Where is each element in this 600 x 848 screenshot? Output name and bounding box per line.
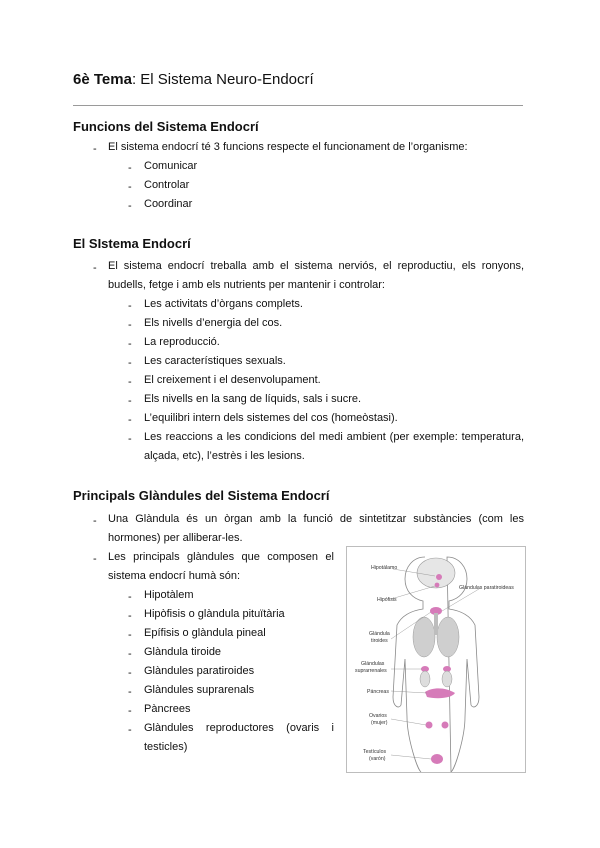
sub-dash: - [128,319,132,331]
right-lung [437,617,459,657]
tema-title: : El Sistema Neuro-Endocrí [131,71,314,88]
left-lung [413,617,435,657]
sub-dash: - [128,591,132,603]
sub-dash: - [128,705,132,717]
endocrine-diagram-svg [347,547,525,772]
left-kidney [420,671,430,687]
hypothalamus-mark [436,574,442,580]
bullet-text-line2: budells, fetge i amb els nutrients per mantenir i controlar: [108,279,385,291]
tema-number: 6è Tema [73,71,132,88]
pituitary-mark [435,583,440,588]
trachea [434,613,438,635]
list-item: La reproducció. [144,336,220,348]
label-testiculos-2: (varón) [369,756,386,762]
label-pancreas: Páncreas [367,689,389,695]
sub-dash: - [128,433,132,445]
list-item: L’equilibri intern dels sistemes del cos (homeòstasi). [144,412,398,424]
list-item-line1: Les reaccions a les condicions del medi ambient (per exemple: temperatura, [144,431,524,443]
pancreas-mark [425,688,455,698]
sub-dash: - [128,667,132,679]
label-tiroides-1: Glándula [369,631,390,637]
sub-dash: - [128,686,132,698]
bullet-text-line1: Les principals glàndules que composen el [108,551,334,563]
sub-dash: - [128,629,132,641]
gland-item: Glàndules paratiroides [144,665,255,677]
bullet-text-line1: Una Glàndula és un òrgan amb la funció de sintetitzar substàncies (com les [108,513,524,525]
list-item: Els nivells d’energia del cos. [144,317,283,329]
sub-dash: - [128,357,132,369]
gland-item-line2: testicles) [144,741,188,753]
bullet-dash: - [93,262,97,274]
bullet-dash: - [93,553,97,565]
list-item: El creixement i el desenvolupament. [144,374,321,386]
label-hipofisis: Hipófisis [377,597,397,603]
sub-dash: - [128,414,132,426]
label-tiroides-2: tiroides [371,638,388,644]
gland-item: Hipotàlem [144,589,194,601]
sub-dash: - [128,338,132,350]
label-suprarrenales-1: Glándulas [361,661,385,667]
gland-item: Glàndula tiroide [144,646,222,658]
list-item: Coordinar [144,198,193,210]
bullet-text-line1: El sistema endocrí treballa amb el sistema nerviós, el reproductiu, els ronyons, [108,260,524,272]
sub-dash: - [128,395,132,407]
label-ovarios-2: (mujer) [371,720,388,726]
section-heading-funcions: Funcions del Sistema Endocrí [73,119,259,134]
sub-dash: - [128,724,132,736]
sub-dash: - [128,300,132,312]
list-item: Els nivells en la sang de líquids, sals i sucre. [144,393,362,405]
label-paratiroideas: Glándulas paratiroideas [459,585,514,591]
label-ovarios-1: Ovarios [369,713,387,719]
label-suprarrenales-2: suprarrenales [355,668,387,674]
right-ovary [442,722,449,729]
bullet-text-line2: hormones) per alliberar-les. [108,532,243,544]
left-ovary [426,722,433,729]
gland-item: Epífisis o glàndula pineal [144,627,266,639]
section-heading-glandules: Principals Glàndules del Sistema Endocrí [73,488,330,503]
page-title [73,71,314,88]
sub-dash: - [128,648,132,660]
gland-item: Glàndules suprarenals [144,684,255,696]
label-hipotalamo: Hipotálamo [371,565,398,571]
list-item: Les característiques sexuals. [144,355,286,367]
bullet-dash: - [93,143,97,155]
testicles-mark [431,754,443,764]
sub-dash: - [128,181,132,193]
bullet-text-line2: sistema endocrí humà són: [108,570,241,582]
title-divider [73,105,523,106]
bullet-text: El sistema endocrí té 3 funcions respecte el funcionament de l’organisme: [108,141,468,153]
bullet-dash: - [93,515,97,527]
gland-item-line1: Glàndules reproductores (ovaris i [144,722,334,734]
list-item: Controlar [144,179,190,191]
sub-dash: - [128,610,132,622]
endocrine-diagram [346,546,526,773]
sub-dash: - [128,162,132,174]
section-heading-sistema: El SIstema Endocrí [73,236,191,251]
gland-item: Pàncrees [144,703,191,715]
sub-dash: - [128,376,132,388]
list-item: Les activitats d’òrgans complets. [144,298,303,310]
right-kidney [442,671,452,687]
list-item: Comunicar [144,160,198,172]
sub-dash: - [128,200,132,212]
gland-item: Hipòfisis o glàndula pituïtària [144,608,285,620]
label-testiculos-1: Testículos [363,749,387,755]
list-item-line2: alçada, etc), l’estrès i les lesions. [144,450,305,462]
